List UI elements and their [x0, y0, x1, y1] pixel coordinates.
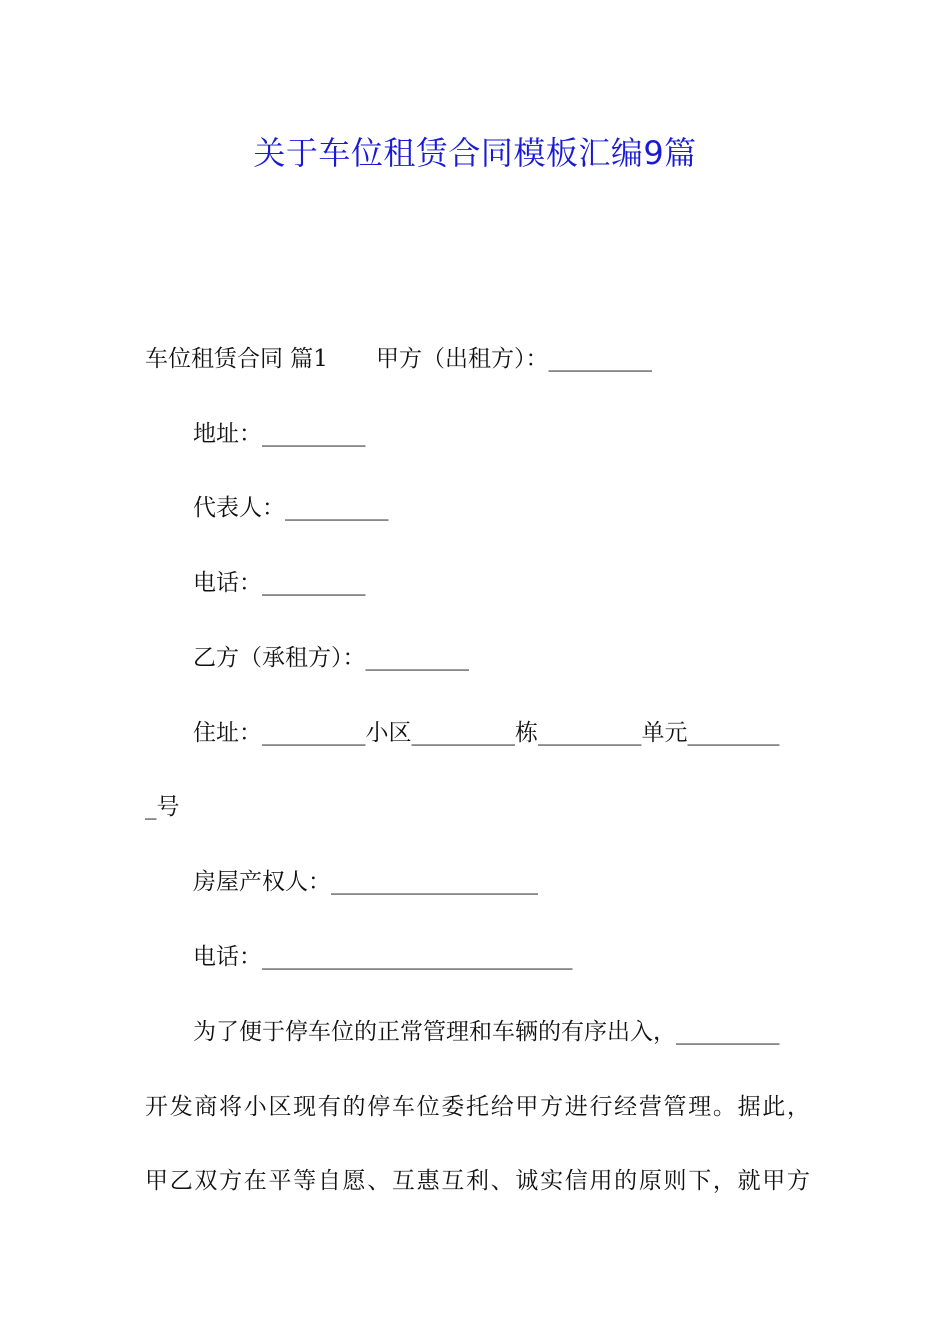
paragraph-line: 甲乙双方在平等自愿、互惠互利、诚实信用的原则下，就甲方 [145, 1168, 810, 1194]
representative-field: 代表人：_________ [193, 495, 389, 521]
paragraph-line: 为了便于停车位的正常管理和车辆的有序出入，_________ [193, 1019, 780, 1045]
paragraph-line: 开发商将小区现有的停车位委托给甲方进行经营管理。据此， [145, 1094, 810, 1120]
phone-field: 电话：_________ [193, 570, 366, 596]
party-a-field: 甲方（出租方）：_________ [375, 346, 652, 372]
owner-phone-field: 电话：___________________________ [193, 944, 573, 970]
residence-field: 住址：_________小区_________栋_________单元________ [193, 720, 780, 746]
section-heading: 车位租赁合同 篇1 [145, 346, 328, 372]
address-field: 地址：_________ [193, 421, 366, 447]
residence-field-continued: _号 [145, 794, 180, 820]
party-b-field: 乙方（承租方）：_________ [193, 645, 469, 671]
contract-line-party-a [145, 342, 810, 376]
property-owner-field: 房屋产权人：__________________ [193, 869, 538, 895]
document-title: 关于车位租赁合同模板汇编9篇 [253, 134, 697, 172]
